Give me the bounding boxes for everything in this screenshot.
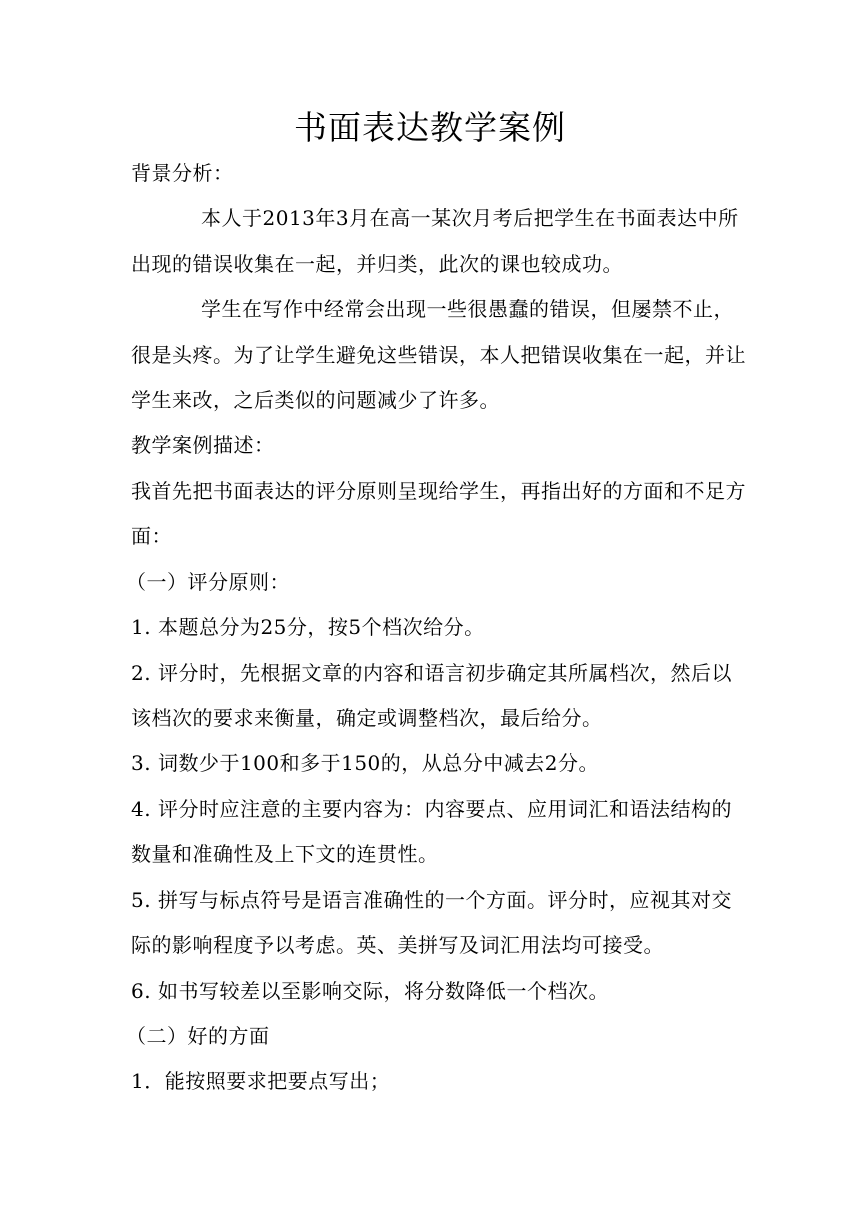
paragraph-line: 面： <box>131 524 172 548</box>
paragraph-line: 很是头疼。为了让学生避免这些错误，本人把错误收集在一起，并让 <box>131 343 746 367</box>
subsection-heading-scoring: （一）评分原则： <box>126 570 290 594</box>
list-item: 1．能按照要求把要点写出； <box>131 1069 391 1093</box>
list-item: 6. 如书写较差以至影响交际，将分数降低一个档次。 <box>131 979 609 1003</box>
paragraph-line: 学生在写作中经常会出现一些很愚蠢的错误，但屡禁不止， <box>201 297 734 321</box>
section-heading-background: 背景分析： <box>131 161 234 185</box>
page-title: 书面表达教学案例 <box>294 108 566 147</box>
paragraph-line: 学生来改，之后类似的问题减少了许多。 <box>131 388 500 412</box>
list-item: 4. 评分时应注意的主要内容为：内容要点、应用词汇和语法结构的 <box>131 797 732 821</box>
paragraph-line: 我首先把书面表达的评分原则呈现给学生，再指出好的方面和不足方 <box>131 479 746 503</box>
list-item: 5. 拼写与标点符号是语言准确性的一个方面。评分时，应视其对交 <box>131 888 732 912</box>
section-heading-description: 教学案例描述： <box>131 433 275 457</box>
list-item: 1. 本题总分为25分，按5个档次给分。 <box>131 615 485 639</box>
paragraph-line: 出现的错误收集在一起，并归类，此次的课也较成功。 <box>131 252 623 276</box>
list-item: 2. 评分时，先根据文章的内容和语言初步确定其所属档次，然后以 <box>131 661 732 685</box>
list-item-continuation: 际的影响程度予以考虑。英、美拼写及词汇用法均可接受。 <box>131 933 664 957</box>
list-item: 3. 词数少于100和多于150的，从总分中减去2分。 <box>131 751 600 775</box>
paragraph-line: 本人于2013年3月在高一某次月考后把学生在书面表达中所 <box>201 206 739 230</box>
list-item-continuation: 该档次的要求来衡量，确定或调整档次，最后给分。 <box>131 706 603 730</box>
subsection-heading-strengths: （二）好的方面 <box>126 1024 270 1048</box>
list-item-continuation: 数量和准确性及上下文的连贯性。 <box>131 842 439 866</box>
